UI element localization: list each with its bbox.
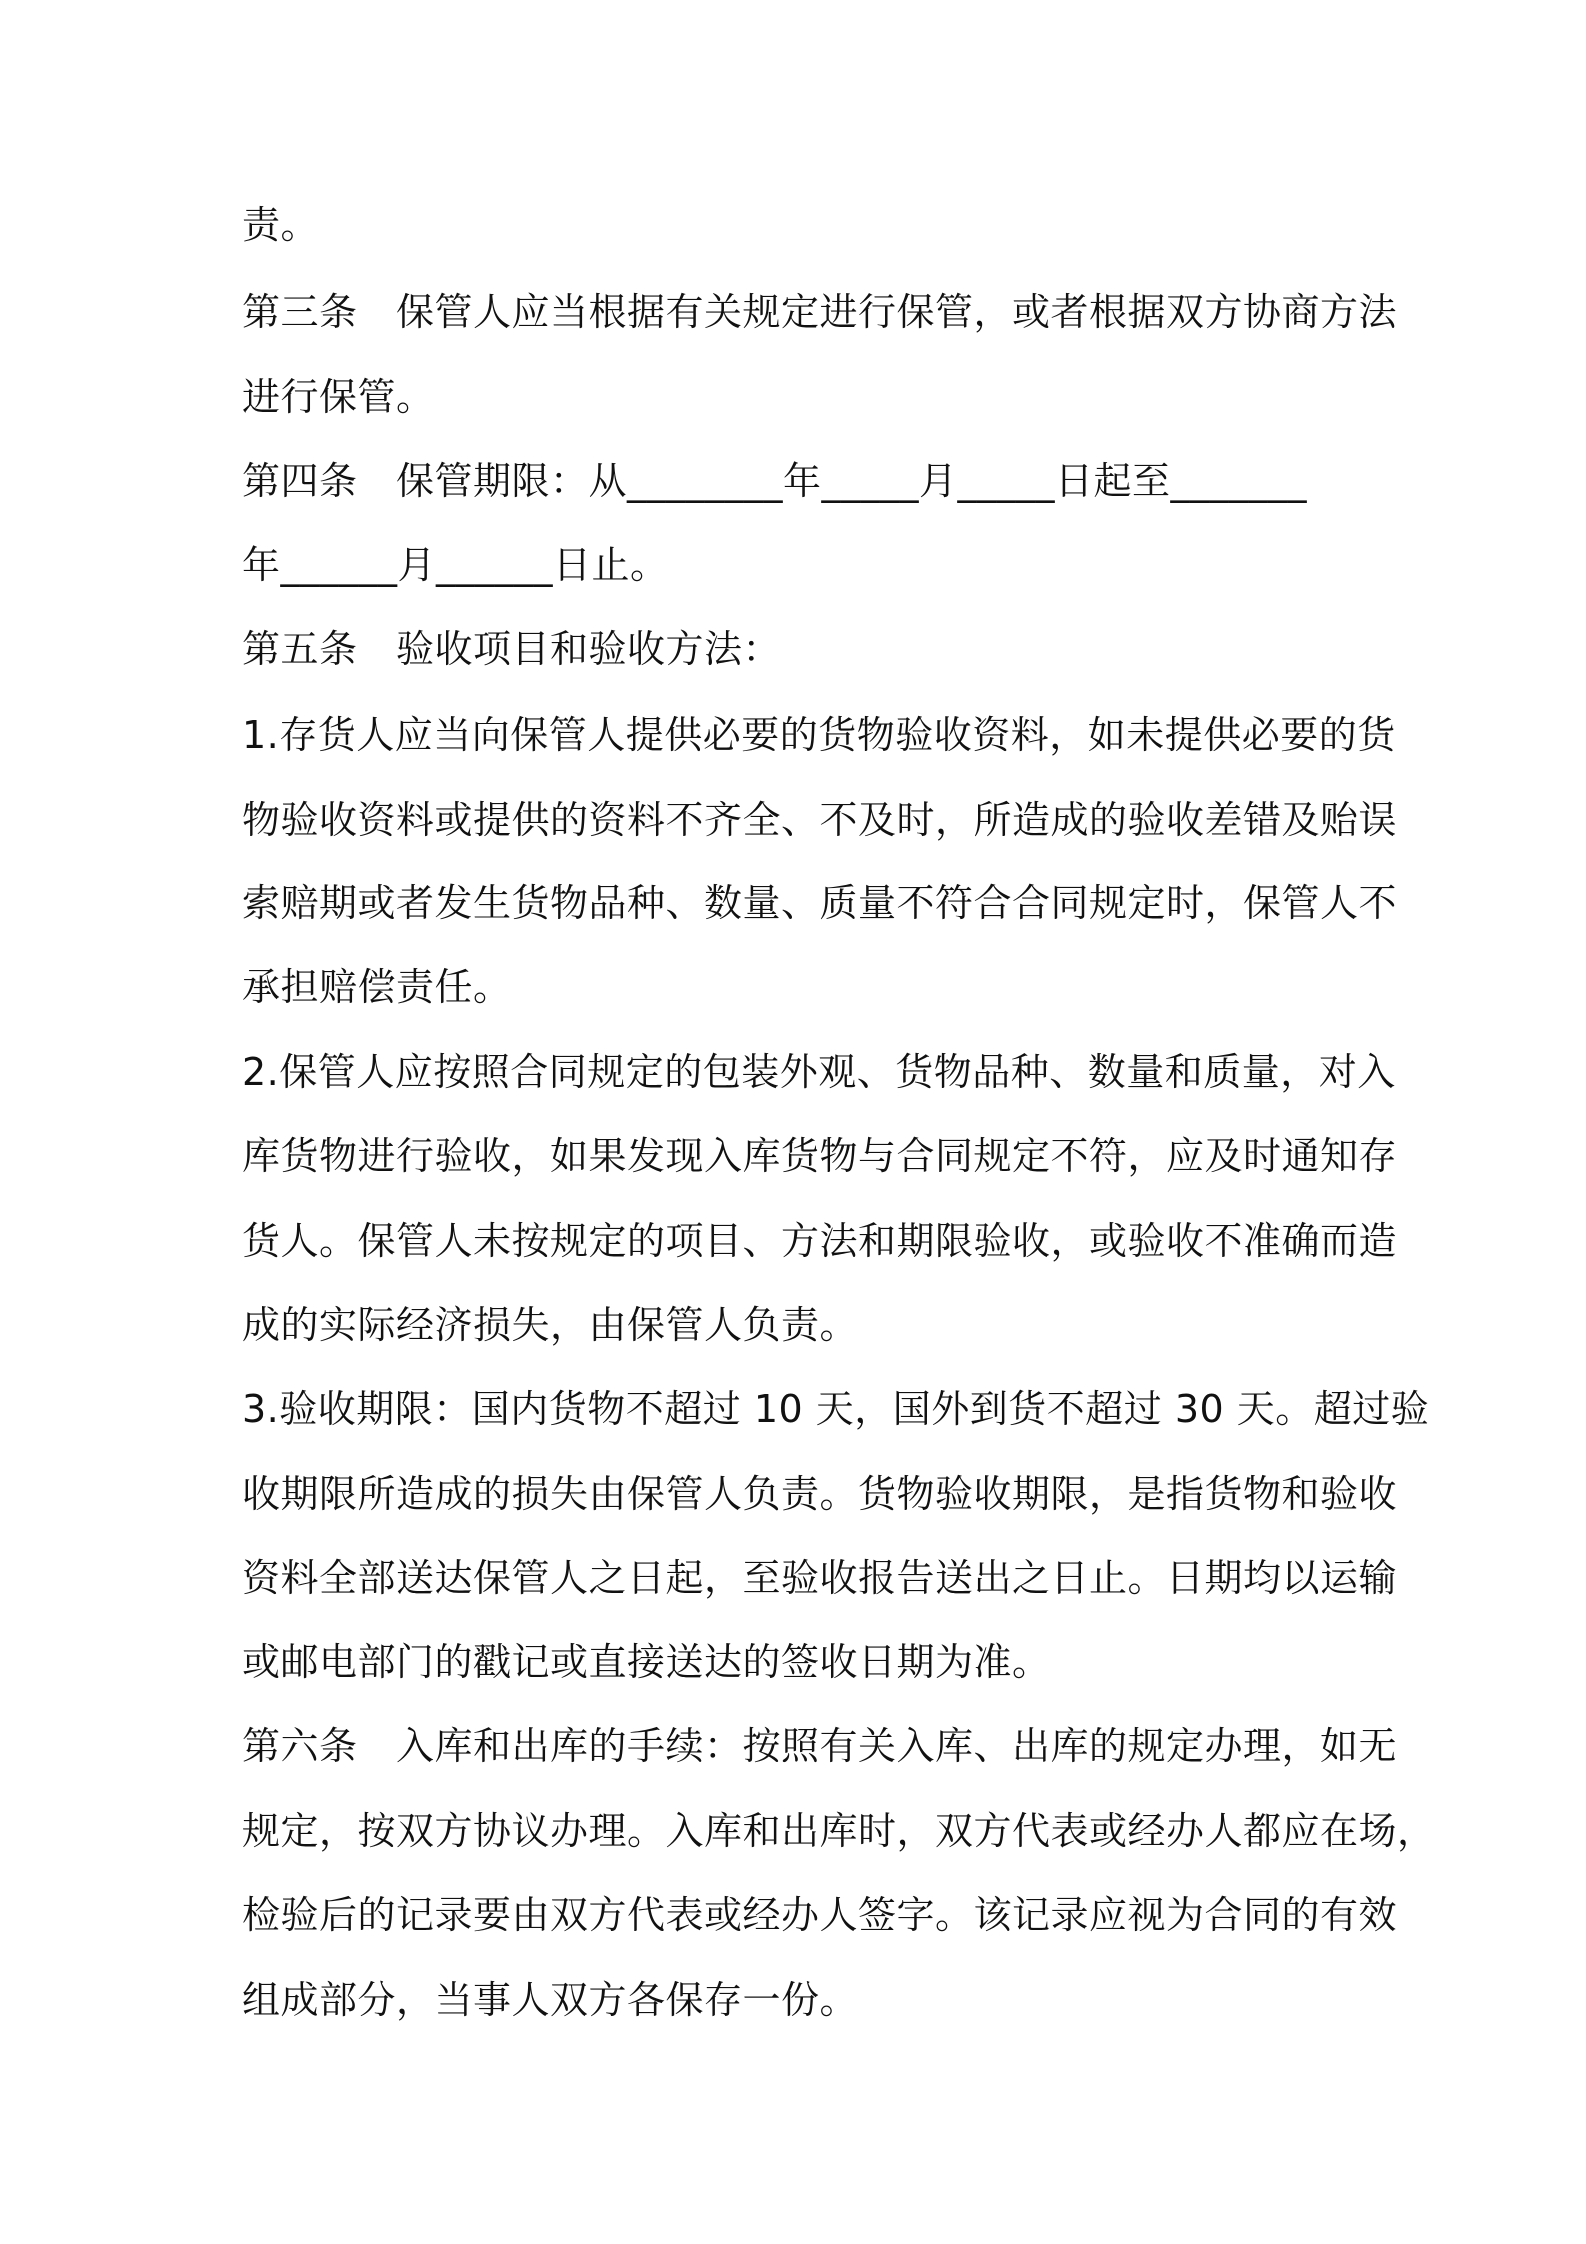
text-line: 2.保管人应按照合同规定的包装外观、货物品种、数量和质量，对入	[242, 1050, 1396, 1094]
text-line: 库货物进行验收，如果发现入库货物与合同规定不符，应及时通知存	[242, 1134, 1398, 1178]
text-line: 责。	[242, 203, 320, 247]
text-line: 货人。保管人未按规定的项目、方法和期限验收，或验收不准确而造	[242, 1219, 1398, 1263]
text-line: 3.验收期限：国内货物不超过 10 天，国外到货不超过 30 天。超过验	[242, 1387, 1430, 1431]
text-line: 或邮电部门的戳记或直接送达的签收日期为准。	[242, 1640, 1051, 1684]
text-line: 1.存货人应当向保管人提供必要的货物验收资料，如未提供必要的货	[242, 713, 1396, 757]
text-line: 第四条 保管期限：从________年_____月_____日起至_______	[242, 459, 1308, 503]
text-line: 年______月______日止。	[242, 543, 669, 587]
text-line: 第五条 验收项目和验收方法：	[242, 627, 782, 671]
text-line: 规定，按双方协议办理。入库和出库时，双方代表或经办人都应在场，	[242, 1809, 1436, 1853]
text-line: 成的实际经济损失，由保管人负责。	[242, 1303, 859, 1347]
text-line: 索赔期或者发生货物品种、数量、质量不符合合同规定时，保管人不	[242, 881, 1398, 925]
text-line: 第六条 入库和出库的手续：按照有关入库、出库的规定办理，如无	[242, 1724, 1398, 1768]
text-line: 承担赔偿责任。	[242, 965, 512, 1009]
text-line: 组成部分，当事人双方各保存一份。	[242, 1978, 859, 2022]
text-line: 收期限所造成的损失由保管人负责。货物验收期限，是指货物和验收	[242, 1472, 1398, 1516]
text-line: 第三条 保管人应当根据有关规定进行保管，或者根据双方协商方法	[242, 290, 1398, 334]
text-line: 检验后的记录要由双方代表或经办人签字。该记录应视为合同的有效	[242, 1893, 1398, 1937]
text-line: 资料全部送达保管人之日起，至验收报告送出之日止。日期均以运输	[242, 1556, 1398, 1600]
text-line: 进行保管。	[242, 375, 435, 419]
text-line: 物验收资料或提供的资料不齐全、不及时，所造成的验收差错及贻误	[242, 798, 1398, 842]
